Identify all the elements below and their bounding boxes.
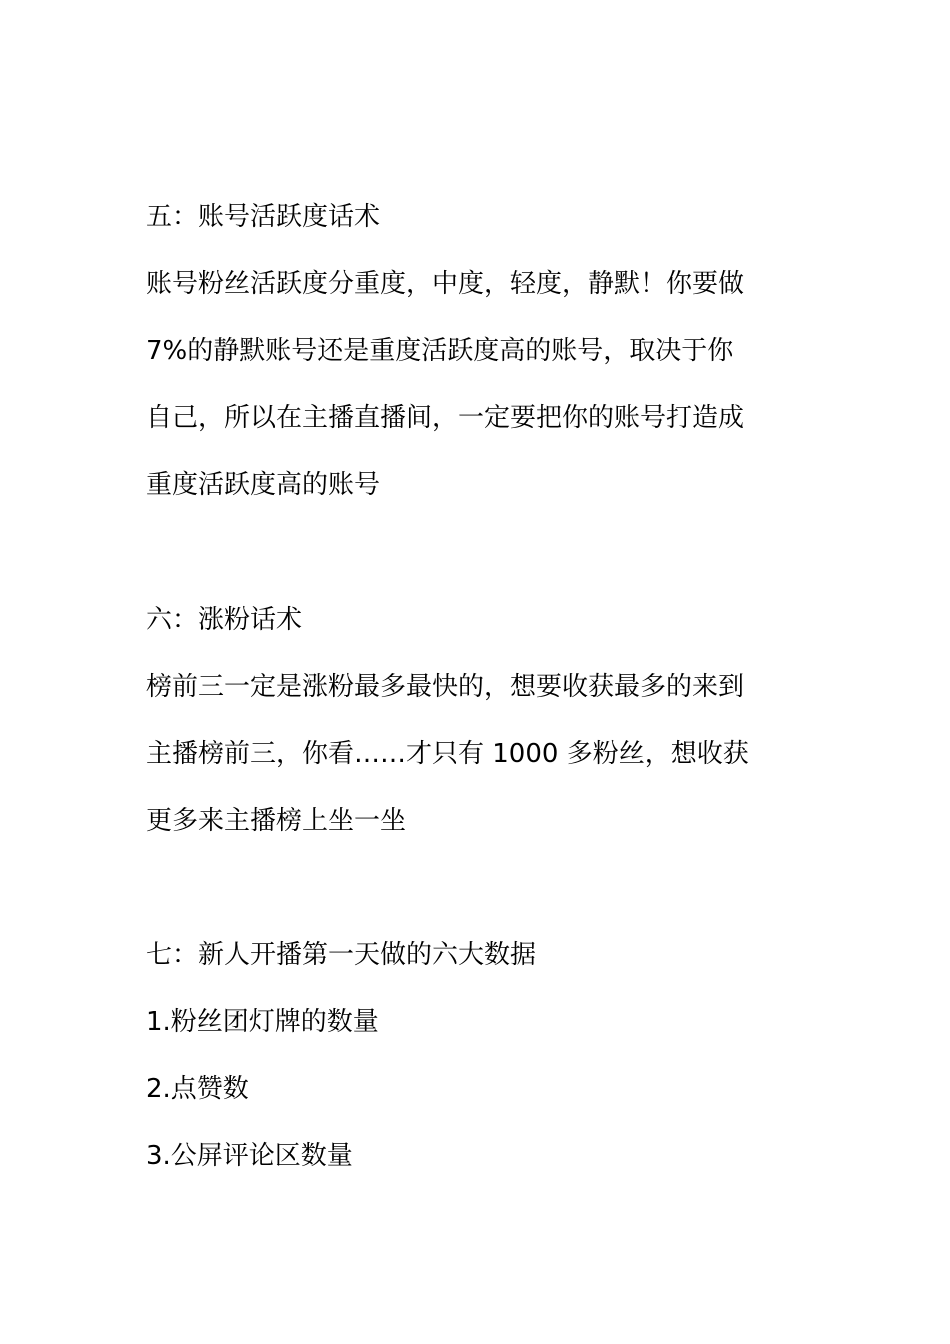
paragraph-line: 重度活跃度高的账号 [146,470,381,500]
paragraph-line: 自己，所以在主播直播间，一定要把你的账号打造成 [146,403,745,433]
paragraph-line: 7%的静默账号还是重度活跃度高的账号，取决于你 [146,336,734,366]
section-heading: 七：新人开播第一天做的六大数据 [146,940,537,970]
section-heading: 五：账号活跃度话术 [146,202,381,232]
paragraph-line: 更多来主播榜上坐一坐 [146,806,407,836]
paragraph-line: 账号粉丝活跃度分重度，中度，轻度，静默！你要做 [146,269,745,299]
list-item: 2.点赞数 [146,1074,249,1104]
section-heading: 六：涨粉话术 [146,605,303,635]
paragraph-line: 榜前三一定是涨粉最多最快的，想要收获最多的来到 [146,672,745,702]
paragraph-line: 主播榜前三，你看……才只有 1000 多粉丝，想收获 [146,739,749,769]
list-item: 1.粉丝团灯牌的数量 [146,1007,379,1037]
list-item: 3.公屏评论区数量 [146,1141,353,1171]
